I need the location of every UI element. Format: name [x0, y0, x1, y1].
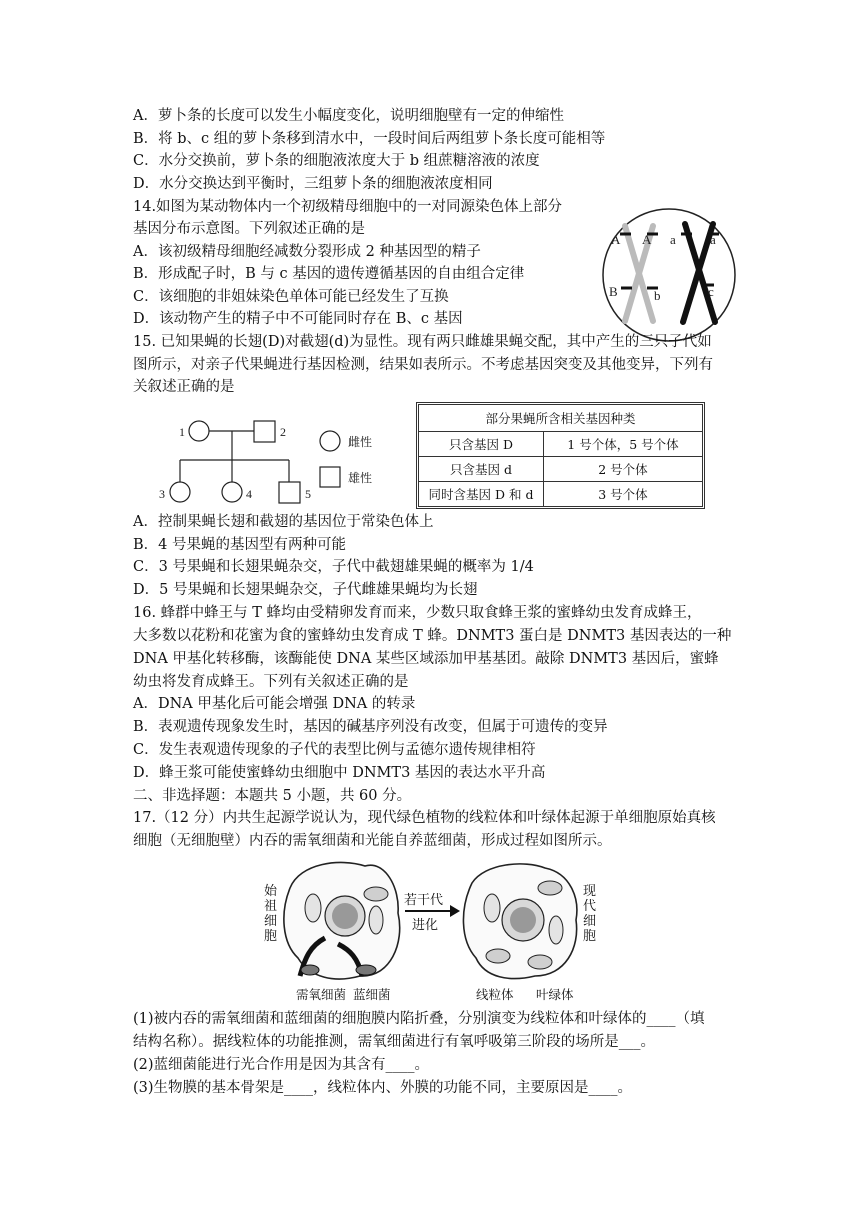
table-row: [419, 457, 703, 482]
legend-female-symbol: [320, 431, 340, 451]
individual-1-number: 1: [179, 425, 185, 439]
table-cell: 1 号个体，5 号个体: [543, 432, 702, 457]
q15-stem-line2: 图所示，对亲子代果蝇进行基因检测，结果如表所示。不考虑基因突变及其他变异，下列有: [133, 357, 713, 373]
gene-label-A2: A: [642, 232, 652, 247]
q15-stem-line1: 15. 已知果蝇的长翅(D)对截翅(d)为显性。现有两只雌雄果蝇交配，其中产生的三只子代如: [133, 334, 712, 350]
table-cell: 只含基因 d: [419, 457, 544, 482]
label-chloroplast: 叶绿体: [536, 987, 574, 1002]
section-heading: 二、非选择题：本题共 5 小题，共 60 分。: [133, 788, 412, 804]
q14-stem-line1: 14.如图为某动物体内一个初级精母细胞中的一对同源染色体上部分: [133, 199, 563, 215]
gene-label-A1: A: [611, 232, 621, 247]
individual-2-male: [254, 421, 275, 442]
gene-label-B: B: [609, 284, 618, 299]
endosymbiosis-figure: [280, 858, 585, 988]
individual-2-number: 2: [280, 425, 286, 439]
mitochondrion-shape: [549, 916, 563, 944]
legend-male-symbol: [320, 467, 340, 487]
q17-sub3: (3)生物膜的基本骨架是____，线粒体内、外膜的功能不同，主要原因是____。: [133, 1080, 633, 1096]
mitochondrion-shape: [486, 949, 510, 963]
right-cell-title: 现代细胞: [583, 884, 597, 944]
gene-label-a1: a: [670, 232, 676, 247]
table-cell: 2 号个体: [543, 457, 702, 482]
gene-label-c: c: [708, 284, 714, 299]
q13-option-c: C．水分交换前，萝卜条的细胞液浓度大于 b 组蔗糖溶液的浓度: [133, 153, 540, 169]
q15-option-a: A．控制果蝇长翅和截翅的基因位于常染色体上: [133, 514, 434, 530]
individual-5-male: [279, 482, 300, 503]
arrow-bottom-label: 进化: [412, 918, 439, 933]
gene-table-header: 部分果蝇所含相关基因种类: [419, 405, 703, 432]
label-mitochondrion: 线粒体: [476, 987, 514, 1002]
individual-4-number: 4: [246, 487, 252, 501]
q15-option-b: B．4 号果蝇的基因型有两种可能: [133, 537, 346, 553]
q16-option-c: C．发生表观遗传现象的子代的表型比例与孟德尔遗传规律相符: [133, 742, 536, 758]
individual-1-female: [189, 421, 209, 441]
table-row: [419, 432, 703, 457]
q15-option-c: C．3 号果蝇和长翅果蝇杂交，子代中截翅雄果蝇的概率为 1/4: [133, 559, 534, 575]
q14-option-b: B．形成配子时，B 与 c 基因的遗传遵循基因的自由组合定律: [133, 266, 525, 282]
q16-option-b: B．表观遗传现象发生时，基因的碱基序列没有改变，但属于可遗传的变异: [133, 719, 608, 735]
chloroplast-shape: [528, 955, 552, 969]
modern-nucleolus: [510, 907, 536, 933]
q17-stem-line2: 细胞（无细胞壁）内吞的需氧细菌和光能自养蓝细菌，形成过程如图所示。: [133, 833, 612, 849]
ancestral-organelle: [369, 906, 383, 934]
q14-option-c: C．该细胞的非姐妹染色单体可能已经发生了互换: [133, 289, 449, 305]
q16-stem-line4: 幼虫将发育成蜂王。下列有关叙述正确的是: [133, 674, 409, 690]
gene-label-a2: a: [710, 232, 716, 247]
evolution-arrowhead: [450, 905, 460, 917]
q17-sub2: (2)蓝细菌能进行光合作用是因为其含有____。: [133, 1057, 430, 1073]
legend-female-label: 雌性: [348, 435, 373, 449]
chloroplast-shape: [538, 881, 562, 895]
table-cell: 只含基因 D: [419, 432, 544, 457]
mitochondrion-shape: [484, 894, 500, 922]
label-cyanobacterium: 蓝细菌: [353, 987, 391, 1002]
legend-male-label: 雄性: [348, 471, 373, 485]
cyanobacterium: [356, 965, 376, 975]
label-aerobic-bacterium: 需氧细菌: [296, 987, 347, 1002]
q13-option-a: A．萝卜条的长度可以发生小幅度变化，说明细胞壁有一定的伸缩性: [133, 108, 564, 124]
gene-table: [418, 404, 703, 507]
q15-option-d: D．5 号果蝇和长翅果蝇杂交，子代雌雄果蝇均为长翅: [133, 582, 478, 598]
gene-table-frame: [416, 402, 705, 509]
individual-3-female: [170, 482, 190, 502]
arrow-top-label: 若干代: [404, 893, 444, 908]
q13-option-b: B．将 b、c 组的萝卜条移到清水中，一段时间后两组萝卜条长度可能相等: [133, 131, 606, 147]
individual-5-number: 5: [305, 487, 311, 501]
q15-stem-line3: 关叙述正确的是: [133, 379, 235, 395]
individual-3-number: 3: [159, 487, 165, 501]
q16-stem-line3: DNA 甲基化转移酶，该酶能使 DNA 某些区域添加甲基基团。敲除 DNMT3 基因后，蜜蜂: [133, 651, 719, 667]
table-cell: 3 号个体: [543, 482, 702, 507]
q16-stem-line1: 16. 蜂群中蜂王与 T 蜂均由受精卵发育而来，少数只取食蜂王浆的蜜蜂幼虫发育成蜂王，: [133, 605, 702, 621]
ancestral-organelle: [364, 887, 388, 901]
q17-stem-line1: 17.（12 分）内共生起源学说认为，现代绿色植物的线粒体和叶绿体起源于单细胞原始真核: [133, 810, 716, 826]
pedigree-chart: [159, 410, 395, 510]
table-row: [419, 482, 703, 507]
q17-sub1-line2: 结构名称）。据线粒体的功能推测，需氧细菌进行有氧呼吸第三阶段的场所是___。: [133, 1034, 655, 1050]
q14-option-d: D．该动物产生的精子中不可能同时存在 B、c 基因: [133, 311, 463, 327]
q14-option-a: A．该初级精母细胞经减数分裂形成 2 种基因型的精子: [133, 244, 481, 260]
q17-sub1-line1: (1)被内吞的需氧细菌和蓝细菌的细胞膜内陷折叠，分别演变为线粒体和叶绿体的____（填: [133, 1011, 705, 1027]
chromosome-figure: [595, 206, 745, 346]
gene-label-b: b: [654, 288, 661, 303]
q16-stem-line2: 大多数以花粉和花蜜为食的蜜蜂幼虫发育成 T 蜂。DNMT3 蛋白是 DNMT3 基因表达的一种: [133, 628, 732, 644]
ancestral-organelle: [305, 894, 321, 922]
q16-option-a: A．DNA 甲基化后可能会增强 DNA 的转录: [133, 696, 416, 712]
q13-option-d: D．水分交换达到平衡时，三组萝卜条的细胞液浓度相同: [133, 176, 493, 192]
q14-stem-line2: 基因分布示意图。下列叙述正确的是: [133, 221, 365, 237]
aerobic-bacterium: [301, 965, 319, 975]
left-cell-title: 始祖细胞: [264, 884, 278, 944]
individual-4-female: [222, 482, 242, 502]
ancestral-nucleolus: [332, 903, 358, 929]
table-cell: 同时含基因 D 和 d: [419, 482, 544, 507]
q16-option-d: D．蜂王浆可能使蜜蜂幼虫细胞中 DNMT3 基因的表达水平升高: [133, 765, 546, 781]
